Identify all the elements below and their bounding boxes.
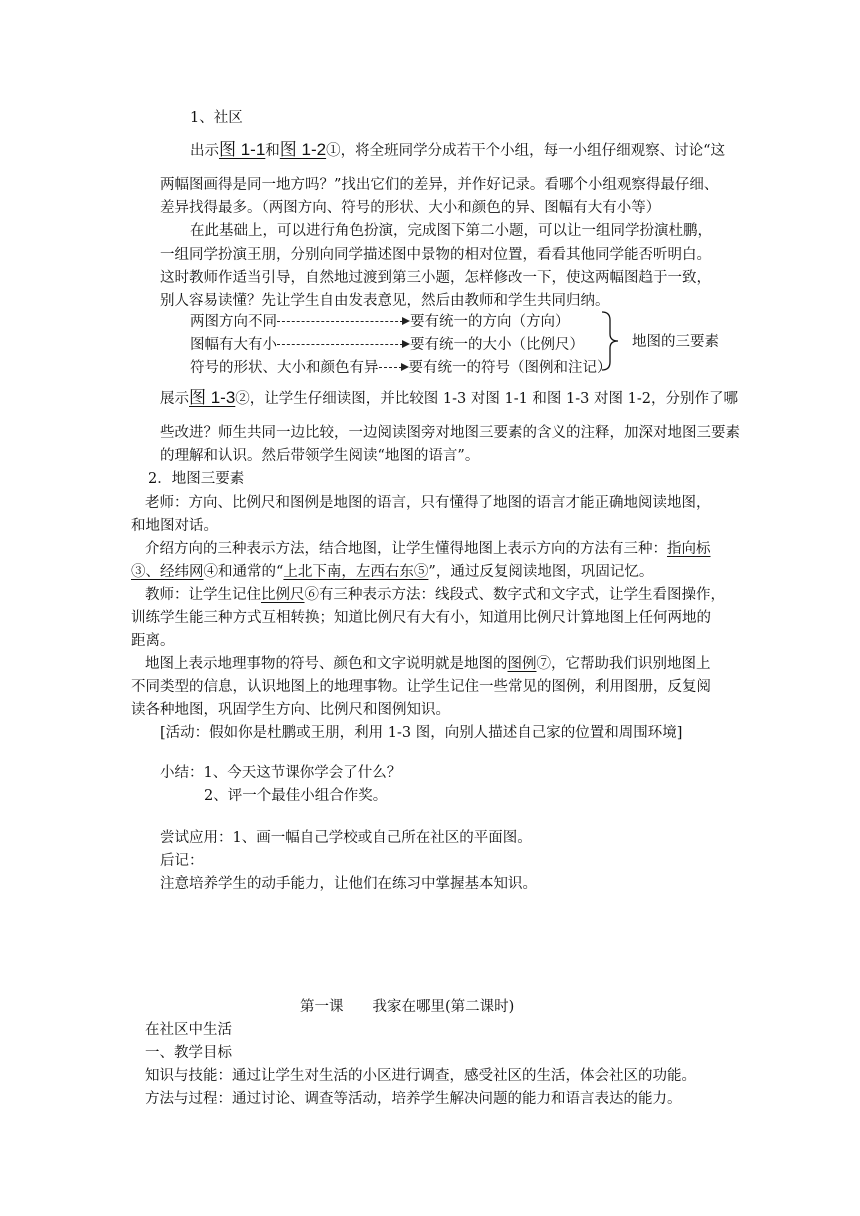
p5-pre: 介绍方向的三种表示方法，结合地图，让学生懂得地图上表示方向的方法有三种： xyxy=(145,541,667,557)
section1-heading: 1、社区 xyxy=(190,110,243,126)
goals-heading: 一、教学目标 xyxy=(145,1045,232,1061)
summary-row-1-right: 要有统一的方向（方向） xyxy=(410,314,570,330)
postscript-label: 后记： xyxy=(160,853,204,869)
summary-row-1-left: 两图方向不同 xyxy=(190,314,277,330)
paragraph-1-line-3: 差异找得最多。（两图方向、符号的形状、大小和颜色的异、图幅有大有小等） xyxy=(160,200,661,216)
activity-note: [活动：假如你是杜鹏或王朋，利用 1-3 图，向别人描述自己家的位置和周围环境] xyxy=(160,725,683,741)
paragraph-2-line-2: 一组同学扮演王朋，分别向同学描述图中景物的相对位置，看看其他同学能否听明白。 xyxy=(160,247,711,263)
paragraph-3-line-2: 些改进？师生共同一边比较，一边阅读图旁对地图三要素的含义的注释，加深对地图三要素 xyxy=(160,425,740,441)
figure-ref-1-2: 图 1-2 xyxy=(279,140,327,159)
p5-mid: ④和通常的“ xyxy=(203,564,284,580)
pointer-mark-term: 指向标 xyxy=(667,541,711,557)
p3-post: ②，让学生仔细读图，并比较图 1-3 对图 1-1 和图 1-3 对图 1-2，分别作了哪 xyxy=(235,391,738,407)
postscript-text: 注意培养学生的动手能力，让他们在练习中掌握基本知识。 xyxy=(160,876,537,892)
summary-row-3-left: 符号的形状、大小和颜色有异 xyxy=(190,360,379,376)
legend-term: 图例 xyxy=(507,656,537,672)
p1-post: ①，将全班同学分成若干个小组，每一小组仔细观察、讨论“这 xyxy=(326,143,726,159)
p1-pre: 出示 xyxy=(190,143,219,159)
summary-line-1: 小结：1、今天这节课你学会了什么？ xyxy=(160,765,402,781)
summary-row-2-right: 要有统一的大小（比例尺） xyxy=(410,337,584,353)
practice-item: 尝试应用：1、画一幅自己学校或自己所在社区的平面图。 xyxy=(160,830,532,846)
arrow-icon xyxy=(379,367,409,369)
summary-row-2-left: 图幅有大有小 xyxy=(190,337,277,353)
paragraph-3-line-1 xyxy=(160,388,738,409)
p6-pre: 教师：让学生记住 xyxy=(145,587,261,603)
summary-row-3-right: 要有统一的符号（图例和注记） xyxy=(408,360,612,376)
section2-heading: 2．地图三要素 xyxy=(148,471,245,487)
paragraph-1-line-1 xyxy=(190,140,725,161)
paragraph-7-line-3: 读各种地图，巩固学生方向、比例尺和图例知识。 xyxy=(131,702,450,718)
figure-ref-1-1: 图 1-1 xyxy=(219,140,266,159)
figure-ref-1-3: 图 1-3 xyxy=(189,388,236,407)
p7-post: ⑦，它帮助我们识别地图上 xyxy=(536,656,711,672)
arrow-icon xyxy=(277,344,410,346)
summary-line-2: 2、评一个最佳小组合作奖。 xyxy=(204,788,388,804)
lesson-subtitle: 在社区中生活 xyxy=(145,1022,232,1038)
paragraph-2-line-4: 别人容易读懂？先让学生自由发表意见，然后由教师和学生共同归纳。 xyxy=(160,293,610,309)
goal-knowledge-skills: 知识与技能：通过让学生对生活的小区进行调查，感受社区的生活，体会社区的功能。 xyxy=(145,1068,696,1084)
summary-row-2 xyxy=(190,335,584,355)
p3-pre: 展示 xyxy=(160,391,189,407)
p5-post: ”，通过反复阅读地图，巩固记忆。 xyxy=(428,564,654,580)
lesson-title: 第一课 我家在哪里(第二课时) xyxy=(300,999,515,1015)
paragraph-5-line-2 xyxy=(131,562,653,582)
paragraph-6-line-2: 训练学生能三种方式互相转换；知道比例尺有大有小，知道用比例尺计算地图上任何两地的 xyxy=(131,610,711,626)
graticule-term: ③、经纬网 xyxy=(131,564,204,580)
arrow-icon xyxy=(277,321,410,323)
three-elements-label: 地图的三要素 xyxy=(632,334,719,350)
paragraph-6-line-3: 距离。 xyxy=(131,633,175,649)
paragraph-7-line-1 xyxy=(145,654,711,674)
scale-term: 比例尺 xyxy=(261,587,305,603)
paragraph-6-line-1 xyxy=(145,585,725,605)
paragraph-4-line-2: 和地图对话。 xyxy=(131,518,218,534)
p6-post: ⑥有三种表示方法：线段式、数字式和文字式，让学生看图操作， xyxy=(304,587,725,603)
paragraph-1-line-2: 两幅图画得是同一地方吗？”找出它们的差异，并作好记录。看哪个小组观察得最仔细、 xyxy=(160,177,719,193)
paragraph-4-line-1: 老师：方向、比例尺和图例是地图的语言，只有懂得了地图的语言才能正确地阅读地图， xyxy=(145,495,711,511)
right-brace-icon xyxy=(600,310,624,372)
paragraph-2-line-3: 这时教师作适当引导，自然地过渡到第三小题，怎样修改一下，使这两幅图趋于一致， xyxy=(160,270,711,286)
paragraph-2-line-1: 在此基础上，可以进行角色扮演，完成图下第二小题，可以让一组同学扮演杜鹏， xyxy=(190,223,712,239)
paragraph-5-line-1 xyxy=(145,539,711,559)
summary-row-3 xyxy=(190,358,612,378)
paragraph-7-line-2: 不同类型的信息，认识地图上的地理事物。让学生记住一些常见的图例，利用图册，反复阅 xyxy=(131,679,711,695)
p7-pre: 地图上表示地理事物的符号、颜色和文字说明就是地图的 xyxy=(145,656,508,672)
goal-method-process: 方法与过程：通过讨论、调查等活动，培养学生解决问题的能力和语言表达的能力。 xyxy=(145,1091,682,1107)
summary-row-1 xyxy=(190,312,570,332)
direction-rule-term: 上北下南，左西右东⑤ xyxy=(283,564,429,580)
p1-and: 和 xyxy=(265,143,280,159)
paragraph-3-line-3: 的理解和认识。然后带领学生阅读“地图的语言”。 xyxy=(160,448,480,464)
